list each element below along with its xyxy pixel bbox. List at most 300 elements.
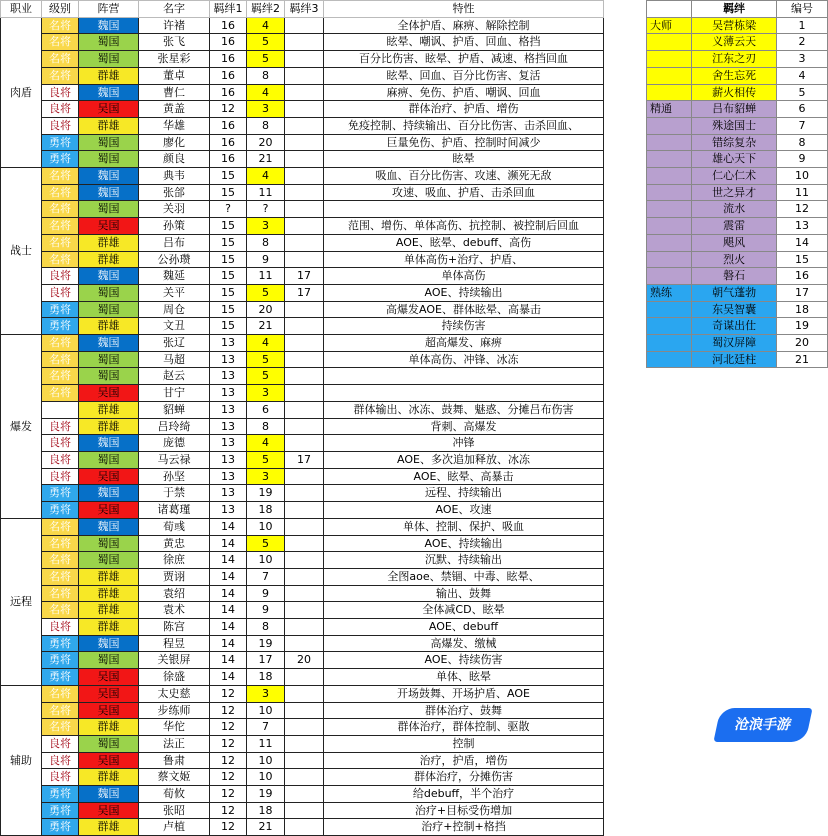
faction-cell: 蜀国 — [79, 368, 139, 385]
bond1-cell: 14 — [210, 602, 247, 619]
bond-number-cell: 7 — [776, 117, 827, 134]
hero-name-cell: 张郃 — [139, 184, 210, 201]
bond2-cell: 5 — [247, 351, 285, 368]
bond2-cell: 3 — [247, 101, 285, 118]
trait-cell: 攻速、吸血、护盾、击杀回血 — [324, 184, 604, 201]
hero-name-cell: 孙坚 — [139, 468, 210, 485]
trait-cell: 控制 — [324, 735, 604, 752]
hero-name-cell: 关羽 — [139, 201, 210, 218]
bond1-cell: 12 — [210, 769, 247, 786]
bond1-cell: 14 — [210, 535, 247, 552]
bond2-cell: 5 — [247, 34, 285, 51]
bond1-cell: 15 — [210, 268, 247, 285]
bond2-cell: 11 — [247, 735, 285, 752]
bond3-cell: 17 — [285, 451, 324, 468]
hero-name-cell: 程昱 — [139, 635, 210, 652]
bond2-cell: 8 — [247, 619, 285, 636]
hero-row — [1, 218, 604, 235]
hero-name-cell: 蔡文姬 — [139, 769, 210, 786]
hero-row — [1, 635, 604, 652]
rank-cell: 勇将 — [42, 151, 79, 168]
trait-cell: AOE、眩晕、debuff、高伤 — [324, 234, 604, 251]
hero-row — [1, 752, 604, 769]
trait-cell: 全体护盾、麻痹、解除控制 — [324, 17, 604, 34]
hero-row — [1, 284, 604, 301]
rank-cell: 名将 — [42, 335, 79, 352]
bond2-cell: 5 — [247, 51, 285, 68]
bond-row — [647, 101, 828, 118]
faction-cell: 吴国 — [79, 218, 139, 235]
trait-cell: 单体高伤+治疗、护盾、 — [324, 251, 604, 268]
bond-row — [647, 218, 828, 235]
bond3-cell — [285, 535, 324, 552]
bond2-cell: 8 — [247, 234, 285, 251]
rank-cell: 良将 — [42, 619, 79, 636]
bond3-cell — [285, 735, 324, 752]
bond3-cell — [285, 117, 324, 134]
trait-cell: AOE、持续输出 — [324, 535, 604, 552]
bond3-cell — [285, 702, 324, 719]
bond-tier-cell — [647, 67, 692, 84]
faction-cell: 吴国 — [79, 802, 139, 819]
hero-row — [1, 669, 604, 686]
bond1-cell: 13 — [210, 485, 247, 502]
hero-row — [1, 502, 604, 519]
bond1-cell: 15 — [210, 168, 247, 185]
hero-name-cell: 于禁 — [139, 485, 210, 502]
hero-name-cell: 赵云 — [139, 368, 210, 385]
rank-cell: 名将 — [42, 719, 79, 736]
hero-name-cell: 貂蝉 — [139, 401, 210, 418]
trait-cell — [324, 385, 604, 402]
bond3-cell — [285, 769, 324, 786]
bond1-cell: 14 — [210, 585, 247, 602]
bond-number-cell: 19 — [776, 318, 827, 335]
faction-cell: 蜀国 — [79, 451, 139, 468]
bond-tier-cell — [647, 335, 692, 352]
hero-name-cell: 徐庶 — [139, 552, 210, 569]
bond-tier-cell — [647, 184, 692, 201]
bond2-cell: 9 — [247, 585, 285, 602]
rank-cell: 名将 — [42, 535, 79, 552]
rank-cell: 良将 — [42, 769, 79, 786]
rank-cell: 勇将 — [42, 502, 79, 519]
bond2-cell: 7 — [247, 719, 285, 736]
bond1-cell: 14 — [210, 518, 247, 535]
bond2-cell: 4 — [247, 335, 285, 352]
bond-tier-cell — [647, 268, 692, 285]
hero-name-cell: 曹仁 — [139, 84, 210, 101]
hero-row — [1, 552, 604, 569]
hero-row — [1, 318, 604, 335]
bond2-cell: 8 — [247, 117, 285, 134]
bond3-cell — [285, 819, 324, 836]
trait-cell: AOE、攻速 — [324, 502, 604, 519]
hero-row — [1, 735, 604, 752]
hero-row — [1, 602, 604, 619]
trait-cell: 眩晕、回血、百分比伤害、复活 — [324, 67, 604, 84]
bond1-cell: 16 — [210, 151, 247, 168]
faction-cell: 群雄 — [79, 719, 139, 736]
hero-row — [1, 819, 604, 836]
rank-cell: 良将 — [42, 101, 79, 118]
hero-row — [1, 418, 604, 435]
trait-cell: AOE、多次追加释放、冰冻 — [324, 451, 604, 468]
hero-name-cell: 马超 — [139, 351, 210, 368]
bond2-cell: ? — [247, 201, 285, 218]
bond-number-cell: 18 — [776, 301, 827, 318]
faction-cell: 群雄 — [79, 619, 139, 636]
rank-cell: 良将 — [42, 284, 79, 301]
bond1-cell: 15 — [210, 184, 247, 201]
bond1-cell: 14 — [210, 619, 247, 636]
bond-tier-cell — [647, 234, 692, 251]
trait-cell: 高爆发、缴械 — [324, 635, 604, 652]
bond2-cell: 18 — [247, 502, 285, 519]
bond-tier-cell — [647, 218, 692, 235]
bond1-cell: 13 — [210, 502, 247, 519]
bond2-cell: 4 — [247, 168, 285, 185]
rank-cell: 名将 — [42, 368, 79, 385]
bond-name-cell: 薪火相传 — [692, 84, 777, 101]
hero-name-cell: 关平 — [139, 284, 210, 301]
trait-cell: 远程、持续输出 — [324, 485, 604, 502]
rank-cell: 勇将 — [42, 134, 79, 151]
faction-cell: 吴国 — [79, 752, 139, 769]
faction-cell: 魏国 — [79, 786, 139, 803]
faction-cell: 群雄 — [79, 819, 139, 836]
bond3-cell — [285, 34, 324, 51]
bond-number-cell: 3 — [776, 51, 827, 68]
trait-cell: 单体、控制、保护、吸血 — [324, 518, 604, 535]
bond-row — [647, 51, 828, 68]
rank-cell: 名将 — [42, 685, 79, 702]
faction-cell: 蜀国 — [79, 284, 139, 301]
bond-tier-cell — [647, 251, 692, 268]
bond2-cell: 10 — [247, 769, 285, 786]
bond1-cell: 12 — [210, 802, 247, 819]
bond-number-cell: 11 — [776, 184, 827, 201]
bond-row — [647, 268, 828, 285]
hero-name-cell: 陈宫 — [139, 619, 210, 636]
bond3-cell — [285, 552, 324, 569]
hero-name-cell: 法正 — [139, 735, 210, 752]
bond-name-cell: 吴营栋梁 — [692, 17, 777, 34]
col-header-bond3: 羁绊3 — [285, 1, 324, 18]
bond-number-cell: 14 — [776, 234, 827, 251]
trait-cell: AOE、持续伤害 — [324, 652, 604, 669]
hero-row — [1, 385, 604, 402]
hero-name-cell: 公孙瓒 — [139, 251, 210, 268]
bond3-cell — [285, 51, 324, 68]
trait-cell: 群体治疗、护盾、增伤 — [324, 101, 604, 118]
bond1-cell: 12 — [210, 702, 247, 719]
bond3-cell — [285, 585, 324, 602]
bond2-cell: 19 — [247, 786, 285, 803]
bond-tier-cell — [647, 318, 692, 335]
col-header-rank: 级别 — [42, 1, 79, 18]
bond-row — [647, 151, 828, 168]
bond-tier-cell — [647, 351, 692, 368]
role-cell: 远程 — [1, 518, 42, 685]
bond-number-cell: 15 — [776, 251, 827, 268]
col-header-bond1: 羁绊1 — [210, 1, 247, 18]
faction-cell: 蜀国 — [79, 735, 139, 752]
hero-row — [1, 568, 604, 585]
bond2-cell: 19 — [247, 635, 285, 652]
faction-cell: 蜀国 — [79, 351, 139, 368]
bond-row — [647, 318, 828, 335]
bond-number-cell: 20 — [776, 335, 827, 352]
hero-name-cell: 步练师 — [139, 702, 210, 719]
rank-cell: 名将 — [42, 234, 79, 251]
bond1-cell: 13 — [210, 451, 247, 468]
trait-cell: 输出、鼓舞 — [324, 585, 604, 602]
bond-name-cell: 磐石 — [692, 268, 777, 285]
bond3-cell — [285, 485, 324, 502]
faction-cell: 魏国 — [79, 184, 139, 201]
bond-name-cell: 飓风 — [692, 234, 777, 251]
bond3-cell: 20 — [285, 652, 324, 669]
faction-cell: 魏国 — [79, 17, 139, 34]
bond-number-cell: 16 — [776, 268, 827, 285]
bond1-cell: 12 — [210, 101, 247, 118]
bond2-cell: 10 — [247, 702, 285, 719]
bond2-cell: 3 — [247, 468, 285, 485]
bond2-cell: 5 — [247, 368, 285, 385]
bond-number-cell: 12 — [776, 201, 827, 218]
bond-row — [647, 168, 828, 185]
hero-name-cell: 典韦 — [139, 168, 210, 185]
rank-cell: 名将 — [42, 201, 79, 218]
bond1-cell: 13 — [210, 351, 247, 368]
bond2-cell: 3 — [247, 385, 285, 402]
trait-cell: AOE、持续输出 — [324, 284, 604, 301]
rank-cell: 良将 — [42, 435, 79, 452]
hero-name-cell: 华佗 — [139, 719, 210, 736]
bond3-cell — [285, 802, 324, 819]
bond-name-cell: 烈火 — [692, 251, 777, 268]
trait-cell: AOE、眩晕、高暴击 — [324, 468, 604, 485]
hero-name-cell: 张飞 — [139, 34, 210, 51]
trait-cell: 群体治疗，分摊伤害 — [324, 769, 604, 786]
rank-cell: 名将 — [42, 184, 79, 201]
trait-cell: 麻痹、免伤、护盾、嘲讽、回血 — [324, 84, 604, 101]
trait-cell: 百分比伤害、眩晕、护盾、减速、格挡回血 — [324, 51, 604, 68]
bond-number-cell: 9 — [776, 151, 827, 168]
bond1-cell: 13 — [210, 335, 247, 352]
bond1-cell: 13 — [210, 435, 247, 452]
rank-cell: 名将 — [42, 552, 79, 569]
bond-row — [647, 234, 828, 251]
hero-name-cell: 贾诩 — [139, 568, 210, 585]
trait-cell: 群体输出、冰冻、鼓舞、魅惑、分摊吕布伤害 — [324, 401, 604, 418]
role-cell: 爆发 — [1, 335, 42, 519]
bond-tier-cell: 大师 — [647, 17, 692, 34]
bond2-cell: 3 — [247, 685, 285, 702]
header-row — [1, 1, 604, 18]
bond-name-cell: 义薄云天 — [692, 34, 777, 51]
trait-cell: 眩晕 — [324, 151, 604, 168]
col-header-faction: 阵营 — [79, 1, 139, 18]
faction-cell: 群雄 — [79, 251, 139, 268]
bond2-cell: 9 — [247, 251, 285, 268]
bond2-cell: 10 — [247, 752, 285, 769]
bond-name-cell: 流水 — [692, 201, 777, 218]
bond2-cell: 10 — [247, 552, 285, 569]
bond3-cell — [285, 385, 324, 402]
rank-cell: 良将 — [42, 451, 79, 468]
role-cell: 辅助 — [1, 685, 42, 835]
bond-tier-cell — [647, 134, 692, 151]
hero-name-cell: 董卓 — [139, 67, 210, 84]
bond3-cell — [285, 134, 324, 151]
bond-row — [647, 184, 828, 201]
bond2-cell: 21 — [247, 819, 285, 836]
bond-row — [647, 117, 828, 134]
bond-row — [647, 301, 828, 318]
bond-number-cell: 17 — [776, 284, 827, 301]
hero-name-cell: 庞德 — [139, 435, 210, 452]
trait-cell: 治疗+目标受伤增加 — [324, 802, 604, 819]
bond1-cell: 15 — [210, 218, 247, 235]
bond1-cell: 14 — [210, 635, 247, 652]
rank-cell: 良将 — [42, 752, 79, 769]
faction-cell: 群雄 — [79, 568, 139, 585]
faction-cell: 蜀国 — [79, 201, 139, 218]
faction-cell: 群雄 — [79, 401, 139, 418]
bond1-cell: 14 — [210, 669, 247, 686]
bond2-cell: 4 — [247, 84, 285, 101]
bond3-cell — [285, 669, 324, 686]
bond2-cell: 7 — [247, 568, 285, 585]
faction-cell: 群雄 — [79, 602, 139, 619]
bond2-cell: 21 — [247, 151, 285, 168]
hero-name-cell: 诸葛瑾 — [139, 502, 210, 519]
bond-row — [647, 201, 828, 218]
hero-name-cell: 黄忠 — [139, 535, 210, 552]
rank-cell: 名将 — [42, 518, 79, 535]
rank-cell: 良将 — [42, 735, 79, 752]
rank-cell: 名将 — [42, 385, 79, 402]
faction-cell: 群雄 — [79, 418, 139, 435]
hero-name-cell: 华雄 — [139, 117, 210, 134]
hero-name-cell: 鲁肃 — [139, 752, 210, 769]
trait-cell: 群体治疗、鼓舞 — [324, 702, 604, 719]
col-header-role: 职业 — [1, 1, 42, 18]
rank-cell: 良将 — [42, 268, 79, 285]
hero-name-cell: 太史慈 — [139, 685, 210, 702]
bond3-cell — [285, 752, 324, 769]
bond-row — [647, 67, 828, 84]
bond-tier-cell — [647, 84, 692, 101]
role-cell: 战士 — [1, 168, 42, 335]
hero-row — [1, 685, 604, 702]
hero-name-cell: 甘宁 — [139, 385, 210, 402]
bond1-cell: 15 — [210, 251, 247, 268]
bond-number-cell: 2 — [776, 34, 827, 51]
trait-cell: 给debuff，半个治疗 — [324, 786, 604, 803]
bond3-cell — [285, 335, 324, 352]
rank-cell: 名将 — [42, 67, 79, 84]
bond2-cell: 20 — [247, 134, 285, 151]
bond-header-name: 羁绊 — [692, 1, 777, 18]
trait-cell: 开场鼓舞、开场护盾、AOE — [324, 685, 604, 702]
bond2-cell: 5 — [247, 284, 285, 301]
bond3-cell — [285, 218, 324, 235]
bond2-cell: 5 — [247, 451, 285, 468]
bond1-cell: 12 — [210, 719, 247, 736]
rank-cell: 名将 — [42, 51, 79, 68]
faction-cell: 魏国 — [79, 84, 139, 101]
trait-cell: 单体高伤 — [324, 268, 604, 285]
bond-header-number: 编号 — [776, 1, 827, 18]
rank-cell: 勇将 — [42, 652, 79, 669]
bond3-cell — [285, 251, 324, 268]
bond1-cell: 16 — [210, 51, 247, 68]
bond-tier-cell — [647, 201, 692, 218]
hero-row — [1, 184, 604, 201]
bond2-cell: 17 — [247, 652, 285, 669]
hero-row — [1, 301, 604, 318]
hero-row — [1, 117, 604, 134]
faction-cell: 吴国 — [79, 468, 139, 485]
hero-name-cell: 文丑 — [139, 318, 210, 335]
bond1-cell: 13 — [210, 418, 247, 435]
bond1-cell: 15 — [210, 301, 247, 318]
bond2-cell: 19 — [247, 485, 285, 502]
hero-name-cell: 许褚 — [139, 17, 210, 34]
bond1-cell: 12 — [210, 786, 247, 803]
rank-cell: 名将 — [42, 568, 79, 585]
bond1-cell: 14 — [210, 652, 247, 669]
hero-row — [1, 251, 604, 268]
bond-name-cell: 世之异才 — [692, 184, 777, 201]
role-cell: 肉盾 — [1, 17, 42, 167]
bond2-cell: 20 — [247, 301, 285, 318]
hero-name-cell: 关银屏 — [139, 652, 210, 669]
trait-cell: 冲锋 — [324, 435, 604, 452]
bond3-cell — [285, 351, 324, 368]
trait-cell: 免疫控制、持续输出、百分比伤害、击杀回血、 — [324, 117, 604, 134]
hero-row — [1, 518, 604, 535]
trait-cell: 持续伤害 — [324, 318, 604, 335]
hero-row — [1, 234, 604, 251]
trait-cell: 群体治疗，群体控制、驱散 — [324, 719, 604, 736]
rank-cell: 勇将 — [42, 635, 79, 652]
faction-cell: 蜀国 — [79, 535, 139, 552]
bond-tier-cell — [647, 301, 692, 318]
bond-tier-cell — [647, 34, 692, 51]
bond2-cell: 9 — [247, 602, 285, 619]
bond-tier-cell: 精通 — [647, 101, 692, 118]
bond1-cell: 15 — [210, 234, 247, 251]
faction-cell: 蜀国 — [79, 51, 139, 68]
bond-row — [647, 351, 828, 368]
faction-cell: 魏国 — [79, 168, 139, 185]
hero-row — [1, 134, 604, 151]
hero-row — [1, 101, 604, 118]
bond1-cell: 16 — [210, 34, 247, 51]
hero-name-cell: 卢植 — [139, 819, 210, 836]
hero-name-cell: 马云禄 — [139, 451, 210, 468]
hero-row — [1, 401, 604, 418]
trait-cell: 范围、增伤、单体高伤、抗控制、被控制后回血 — [324, 218, 604, 235]
trait-cell: 单体高伤、冲锋、冰冻 — [324, 351, 604, 368]
faction-cell: 魏国 — [79, 435, 139, 452]
bond1-cell: 12 — [210, 752, 247, 769]
faction-cell: 魏国 — [79, 335, 139, 352]
